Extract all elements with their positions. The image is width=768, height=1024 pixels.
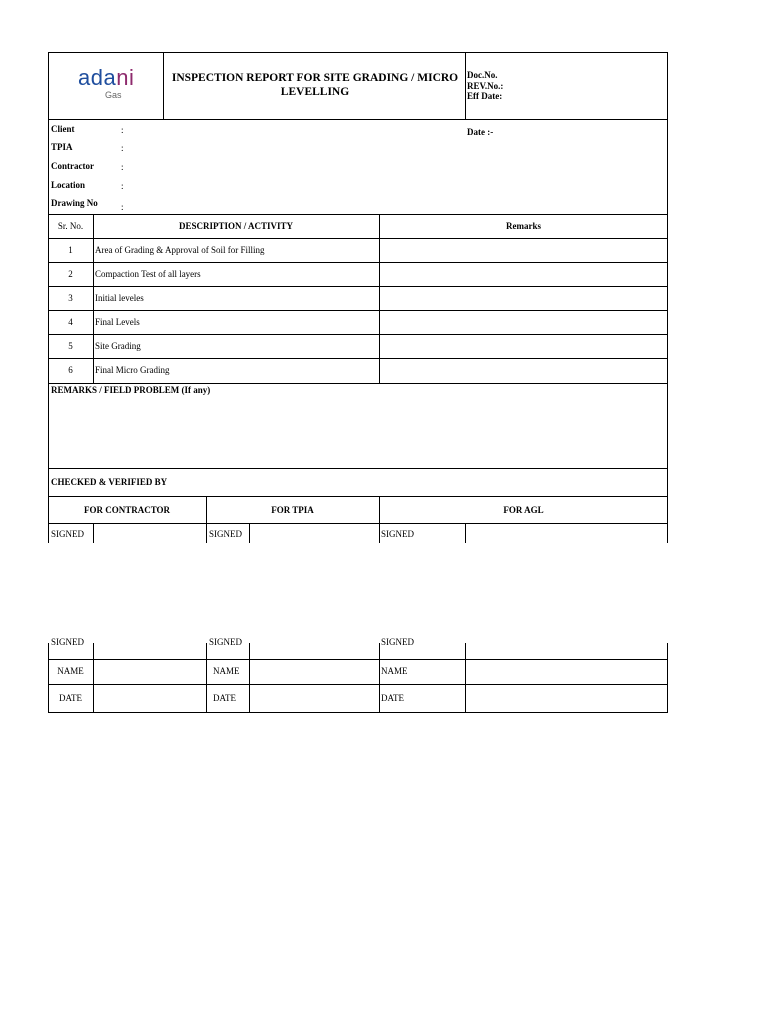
doc-no-label: Doc.No.: [467, 70, 498, 80]
for-contractor-label: FOR CONTRACTOR: [83, 505, 171, 515]
row-activity: Final Micro Grading: [95, 365, 170, 375]
adani-gas-logo: [78, 66, 154, 102]
header-divider-right: [465, 52, 466, 120]
drawing-no-label: Drawing No: [51, 198, 98, 208]
header-divider-left: [163, 52, 164, 120]
row-number: 4: [68, 317, 73, 327]
row-number: 5: [68, 341, 73, 351]
sign-col-line: [206, 659, 207, 713]
row-number: 2: [68, 269, 73, 279]
logo-word: adani: [78, 65, 135, 90]
date-label-tpia: DATE: [213, 693, 236, 703]
row-line: [48, 286, 668, 287]
name-label-contractor: NAME: [57, 666, 84, 676]
tpia-label: TPIA: [51, 142, 73, 152]
location-label: Location: [51, 180, 86, 190]
report-title: INSPECTION REPORT FOR SITE GRADING / MICRO LEVELLING: [171, 72, 459, 98]
sign-col-line: [379, 659, 380, 713]
rev-no-label: REV.No.:: [467, 81, 504, 91]
eff-date-label: Eff Date:: [467, 91, 503, 101]
row-number: 1: [68, 245, 73, 255]
signed-label: SIGNED: [209, 529, 242, 539]
client-colon: :: [121, 125, 124, 135]
contractor-colon: :: [121, 162, 124, 172]
signed-label: SIGNED: [209, 637, 242, 647]
row-activity: Final Levels: [95, 317, 140, 327]
row-line: [48, 334, 668, 335]
name-label-agl: NAME: [381, 666, 408, 676]
logo-subtext: Gas: [105, 90, 122, 100]
info-box: [48, 119, 668, 215]
name-date-rows: [48, 659, 668, 713]
row-line: [48, 238, 668, 239]
row-activity: Initial leveles: [95, 293, 144, 303]
remarks-label: REMARKS / FIELD PROBLEM (If any): [51, 385, 211, 395]
signed-label: SIGNED: [51, 637, 84, 647]
date-label-contractor: DATE: [59, 693, 82, 703]
for-agl-label: FOR AGL: [503, 505, 544, 515]
row-line: [48, 262, 668, 263]
signed-row-top-fragment: [48, 523, 669, 539]
header-sr-no: Sr. No.: [57, 221, 84, 231]
sign-col-line: [249, 659, 250, 713]
signed-row-bottom-fragment: [48, 637, 669, 660]
tpia-colon: :: [121, 143, 124, 153]
date-label: Date :-: [467, 127, 494, 137]
signed-label: SIGNED: [381, 529, 414, 539]
signed-label: SIGNED: [381, 637, 414, 647]
location-colon: :: [121, 181, 124, 191]
checked-label: CHECKED & VERIFIED BY: [51, 477, 168, 487]
client-label: Client: [51, 124, 75, 134]
row-activity: Site Grading: [95, 341, 141, 351]
row-number: 3: [68, 293, 73, 303]
signed-label: SIGNED: [51, 529, 84, 539]
row-number: 6: [68, 365, 73, 375]
contractor-label: Contractor: [51, 161, 94, 171]
row-line: [48, 310, 668, 311]
name-label-tpia: NAME: [213, 666, 240, 676]
header-description: DESCRIPTION / ACTIVITY: [178, 221, 294, 231]
sign-col-line: [465, 659, 466, 713]
header-remarks: Remarks: [506, 221, 541, 231]
row-activity: Area of Grading & Approval of Soil for Filling: [95, 245, 265, 255]
sign-col-line: [93, 659, 94, 713]
drawing-no-colon: :: [121, 202, 124, 212]
row-line: [48, 358, 668, 359]
row-activity: Compaction Test of all layers: [95, 269, 201, 279]
for-tpia-label: FOR TPIA: [271, 505, 314, 515]
date-label-agl: DATE: [381, 693, 404, 703]
row-line: [48, 684, 668, 685]
